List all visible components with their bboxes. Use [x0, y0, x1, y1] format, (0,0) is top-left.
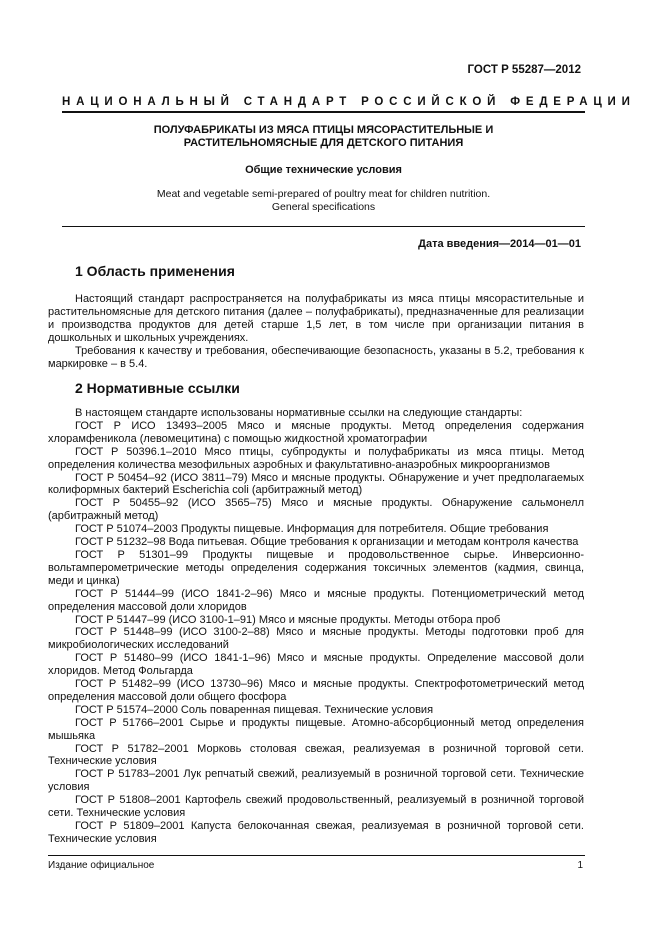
reference-item: ГОСТ Р 51480–99 (ИСО 1841-1–96) Мясо и мясные продукты. Определение массовой доли хлоридов. Метод Фольгарда [48, 652, 584, 678]
reference-item: ГОСТ Р 50454–92 (ИСО 3811–79) Мясо и мясные продукты. Обнаружение и учет предполагаемых колиформных бактерий Escherichia coli (арбитражный метод) [48, 471, 584, 497]
reference-item: ГОСТ Р 51783–2001 Лук репчатый свежий, реализуемый в розничной торговой сети. Технические условия [48, 768, 584, 794]
reference-item: ГОСТ Р 51574–2000 Соль поваренная пищевая. Технические условия [75, 703, 434, 716]
document-subtitle: Общие технические условия [245, 164, 402, 176]
standard-code: ГОСТ Р 55287—2012 [467, 64, 581, 76]
reference-item: ГОСТ Р 51448–99 (ИСО 3100-2–88) Мясо и мясные продукты. Методы подготовки проб для микробиологических исследований [48, 626, 584, 652]
official-edition-label: Издание официальное [48, 860, 155, 871]
reference-item: ГОСТ Р 51782–2001 Морковь столовая свежая, реализуемая в розничной торговой сети. Технические условия [48, 742, 584, 768]
footer-rule [48, 855, 585, 856]
reference-item: ГОСТ Р 50455–92 (ИСО 3565–75) Мясо и мясные продукты. Обнаружение сальмонелл (арбитражный метод) [48, 497, 584, 523]
national-standard-title: НАЦИОНАЛЬНЫЙ СТАНДАРТ РОССИЙСКОЙ ФЕДЕРАЦИИ [62, 96, 636, 108]
reference-item: ГОСТ Р 51444–99 (ИСО 1841-2–96) Мясо и мясные продукты. Потенциометрический метод определения массовой доли хлоридов [48, 587, 584, 613]
reference-item: ГОСТ Р ИСО 13493–2005 Мясо и мясные продукты. Метод определения содержания хлорамфеникола (левомецитина) с помощью жидкостной хроматографии [48, 419, 584, 445]
section-1-heading: 1 Область применения [75, 263, 235, 279]
english-title-line1: Meat and vegetable semi-prepared of poultry meat for children nutrition. [156, 188, 491, 200]
english-title-line2: General specifications [271, 200, 376, 213]
reference-item: ГОСТ Р 51809–2001 Капуста белокочанная свежая, реализуемая в розничной торговой сети. Технические условия [48, 820, 584, 845]
reference-item: ГОСТ Р 51447–99 (ИСО 3100-1–91) Мясо и мясные продукты. Методы отбора проб [75, 613, 501, 626]
english-title [62, 188, 585, 213]
reference-item: ГОСТ Р 51232–98 Вода питьевая. Общие требования к организации и методам контроля качества [75, 536, 579, 549]
header-rule [62, 111, 585, 113]
reference-item: ГОСТ Р 51482–99 (ИСО 13730–96) Мясо и мясные продукты. Спектрофотометрический метод определения массовой доли общего фосфора [48, 678, 584, 703]
document-title-line1: ПОЛУФАБРИКАТЫ ИЗ МЯСА ПТИЦЫ МЯСОРАСТИТЕЛЬНЫЕ И [153, 124, 494, 136]
document-title [62, 124, 585, 150]
introduction-date: Дата введения—2014—01—01 [418, 238, 581, 250]
reference-item: ГОСТ Р 51766–2001 Сырье и продукты пищевые. Атомно-абсорбционный метод определения мышьяка [48, 716, 584, 742]
reference-item: ГОСТ Р 50396.1–2010 Мясо птицы, субпродукты и полуфабрикаты из мяса птицы. Метод определения количества мезофильных аэробных и факультативно-анаэробных микроорганизмов [48, 445, 584, 471]
reference-item: ГОСТ Р 51074–2003 Продукты пищевые. Информация для потребителя. Общие требования [75, 523, 549, 536]
section-2-body [48, 407, 584, 846]
title-rule [62, 226, 585, 227]
paragraph: Требования к качеству и требования, обеспечивающие безопасность, указаны в 5.2, требования к маркировке – в 5.4. [48, 344, 584, 370]
reference-item: ГОСТ Р 51808–2001 Картофель свежий продовольственный, реализуемый в розничной торговой сети. Технические условия [48, 794, 584, 820]
section-2-heading: 2 Нормативные ссылки [75, 380, 240, 396]
reference-item: ГОСТ Р 51301–99 Продукты пищевые и продовольственное сырье. Инверсионно-вольтамперометрические методы определения содержания токсичных элементов (кадмия, свинца, меди и цинка) [48, 548, 584, 587]
reference-item: В настоящем стандарте использованы нормативные ссылки на следующие стандарты: [75, 407, 523, 419]
document-title-line2: РАСТИТЕЛЬНОМЯСНЫЕ ДЛЯ ДЕТСКОГО ПИТАНИЯ [183, 137, 464, 149]
section-1-body [48, 293, 584, 370]
paragraph: Настоящий стандарт распространяется на полуфабрикаты из мяса птицы мясорастительные и растительномясные для детского питания (далее – полуфабрикаты), предназначенные для реализации и производства продуктов для детей старше 1,5 лет, в том числе при организации питания в дошкольных и школьных учреждениях. [48, 293, 584, 344]
page-number: 1 [577, 860, 583, 871]
